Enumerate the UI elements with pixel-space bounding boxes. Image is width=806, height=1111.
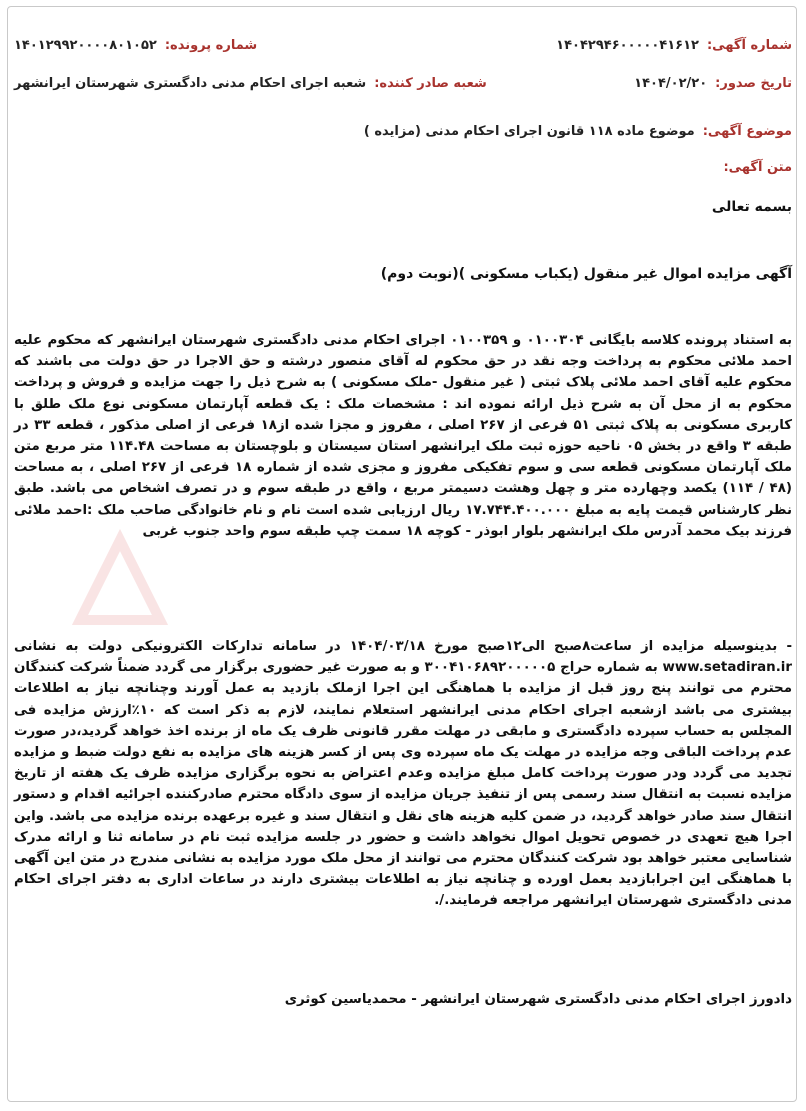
subject-value: موضوع ماده ۱۱۸ قانون اجرای احکام مدنی (مزایده ) [363, 124, 695, 139]
case-number-value: ۱۴۰۱۲۹۹۲۰۰۰۰۸۰۱۰۵۲ [14, 38, 157, 53]
issuer-group [14, 76, 487, 91]
bismillah: بسمه تعالی [711, 199, 792, 215]
issue-date-value: ۱۴۰۴/۰۲/۲۰ [634, 76, 708, 91]
paragraph-property-details: به استناد پرونده کلاسه بایگانی ۰۱۰۰۳۰۴ و ۰۱۰۰۳۵۹ اجرای احکام مدنی دادگستری شهرستان ایرانشهر که محکوم علیه احمد ملائی محکوم به پرداخت وجه نقد در حق محکوم له آقای منصور درشته و حق الاجرا در حق دولت می باشند که محکوم علیه آقای احمد ملائی پلاک ثبتی ( غیر منقول -ملک مسکونی ) به شرح ذیل را جهت مزایده و فروش و پرداخت محکوم به از محل آن به شرح ذیل ارائه نموده اند : مشخصات ملک : یک قطعه آپارتمان مسکونی نوع ملک طلق با کاربری مسکونی به پلاک ثبتی ۵۱ فرعی از ۲۶۷ اصلی ، مفروز و مجزا شده از۱۸ فرعی از اصلی مذکور ، قطعه ۳۳ در طبقه ۳ واقع در بخش ۰۵ ناحیه حوزه ثبت ملک ایرانشهر استان سیستان و بلوچستان به مساحت ۱۱۴.۴۸ متر مربع متن ملک آپارتمان مسکونی قطعه سی و سوم تفکیکی مفروز و مجزی شده از شماره ۱۸ فرعی از ۲۶۷ اصلی ، به مساحت (۴۸ / ۱۱۴) یکصد وچهارده متر و چهل وهشت دسیمتر مربع ، واقع در طبقه سوم و در تصرف اشخاص می باشد. طبق نظر کارشناس قیمت پایه به مبلغ ۱۷.۷۴۴.۴۰۰.۰۰۰ ریال ارزیابی شده است نام و نام خانوادگی صاحب ملک :احمد ملائی فرزند بیک محمد آدرس ملک ایرانشهر بلوار ابوذر - کوچه ۱۸ سمت چپ طبقه سوم واحد جنوب غربی [14, 333, 793, 539]
ad-number-group [556, 38, 792, 53]
header-row-1 [14, 38, 792, 53]
issuer-value: شعبه اجرای احکام مدنی دادگستری شهرستان ایرانشهر [14, 76, 367, 91]
case-number-label: شماره پرونده: [164, 38, 258, 53]
issue-date-group [634, 76, 792, 91]
subject-row [364, 124, 792, 139]
issue-date-label: تاریخ صدور: [715, 76, 792, 91]
ad-number-label: شماره آگهی: [706, 38, 792, 53]
announcement-title: آگهی مزایده اموال غیر منقول (یکباب مسکونی )(نوبت دوم) [380, 266, 792, 282]
ad-number-value: ۱۴۰۴۲۹۴۶۰۰۰۰۰۴۱۶۱۲ [556, 38, 699, 53]
header-row-2 [14, 76, 792, 91]
case-number-group [14, 38, 257, 53]
body-label: متن آگهی: [723, 160, 792, 175]
issuer-label: شعبه صادر کننده: [374, 76, 487, 91]
signature-line: دادورز اجرای احکام مدنی دادگستری شهرستان ایرانشهر - محمدیاسین کوثری [284, 992, 792, 1007]
document-frame [7, 6, 797, 1102]
subject-label: موضوع آگهی: [702, 124, 792, 139]
paragraph-auction-terms: - بدینوسیله مزایده از ساعت۸صبح الی۱۲صبح مورخ ۱۴۰۴/۰۳/۱۸ در سامانه تدارکات الکترونیکی دولت به نشانی www.setadiran.ir به شماره حراج ۳۰۰۴۱۰۶۸۹۲۰۰۰۰۰۵ و به صورت غیر حضوری برگزار می گردد ضمناً شرکت کنندگان محترم می توانند پنج روز قبل از مزایده با هماهنگی این اجرا ازملک بازدید به عمل آورند وچنانچه نیاز به اطلاعات بیشتری می باشد ازشعبه اجرای احکام مدنی ایرانشهر استعلام نمایند، لازم به ذکر است که ۱۰٪ارزش مزایده فی المجلس به حساب سپرده دادگستری و مابقی در مهلت مقرر قانونی ظرف یک ماه از برنده اخذ خواهد گردید،در صورت عدم پرداخت الباقی وجه مزایده در مهلت یک ماه سپرده وی پس از کسر هزینه های مزایده به نفع دولت ضبط و مزایده تجدید می گردد ودر صورت پرداخت کامل مبلغ مزایده وعدم اعتراض به نحوه برگزاری مزایده ظرف یک هفته از تاریخ مزایده نسبت به انتقال سند رسمی پس از تنفیذ جریان مزایده از سوی دادگاه محترم صادرکننده اجرائیه اقدام و دستور انتقال سند صادر خواهد گردید، در ضمن کلیه هزینه های نقل و انتقال سند و غیره برعهده برنده مزایده می باشد. واین اجرا هیچ تعهدی در خصوص تحویل اموال نخواهد داشت و حضور در جلسه مزایده ثبت نام در سامانه ثنا و ارائه مدرک شناسایی معتبر خواهد بود شرکت کنندگان محترم می توانند از محل ملک مورد مزایده به نشانی مندرج در متن این آگهی با هماهنگی این اجرابازدید بعمل اورده و چنانچه نیاز به اطلاعات بیشتری دارند در ساعات اداری به دفتر اجرای احکام مدنی دادگستری شهرستان ایرانشهر مراجعه فرمایند./. [14, 639, 792, 909]
